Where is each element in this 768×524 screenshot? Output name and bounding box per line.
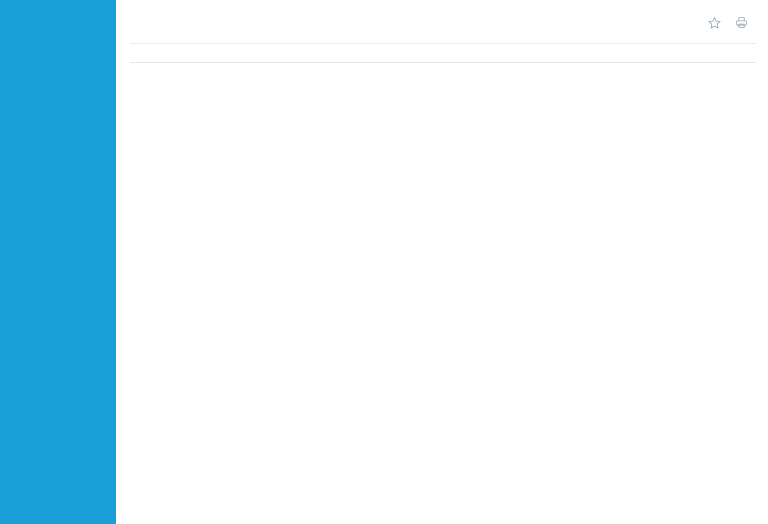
column-header-aktionen <box>636 44 756 63</box>
column-header-groesse <box>555 44 637 63</box>
page-header-actions[interactable] <box>708 14 748 29</box>
table-header-row <box>130 44 756 63</box>
column-header-insgesamt <box>310 44 392 63</box>
images-table <box>130 44 756 63</box>
main-content <box>116 0 768 524</box>
sidebar[interactable] <box>0 0 116 524</box>
page-header <box>138 14 748 29</box>
table-header <box>130 44 756 63</box>
star-icon[interactable] <box>708 16 721 29</box>
print-icon[interactable] <box>735 16 748 29</box>
column-header-typ <box>130 44 310 63</box>
images-table-card <box>130 43 756 63</box>
column-header-fehlerhaft <box>473 44 555 63</box>
column-header-im-cache <box>392 44 474 63</box>
page-content <box>116 0 768 29</box>
